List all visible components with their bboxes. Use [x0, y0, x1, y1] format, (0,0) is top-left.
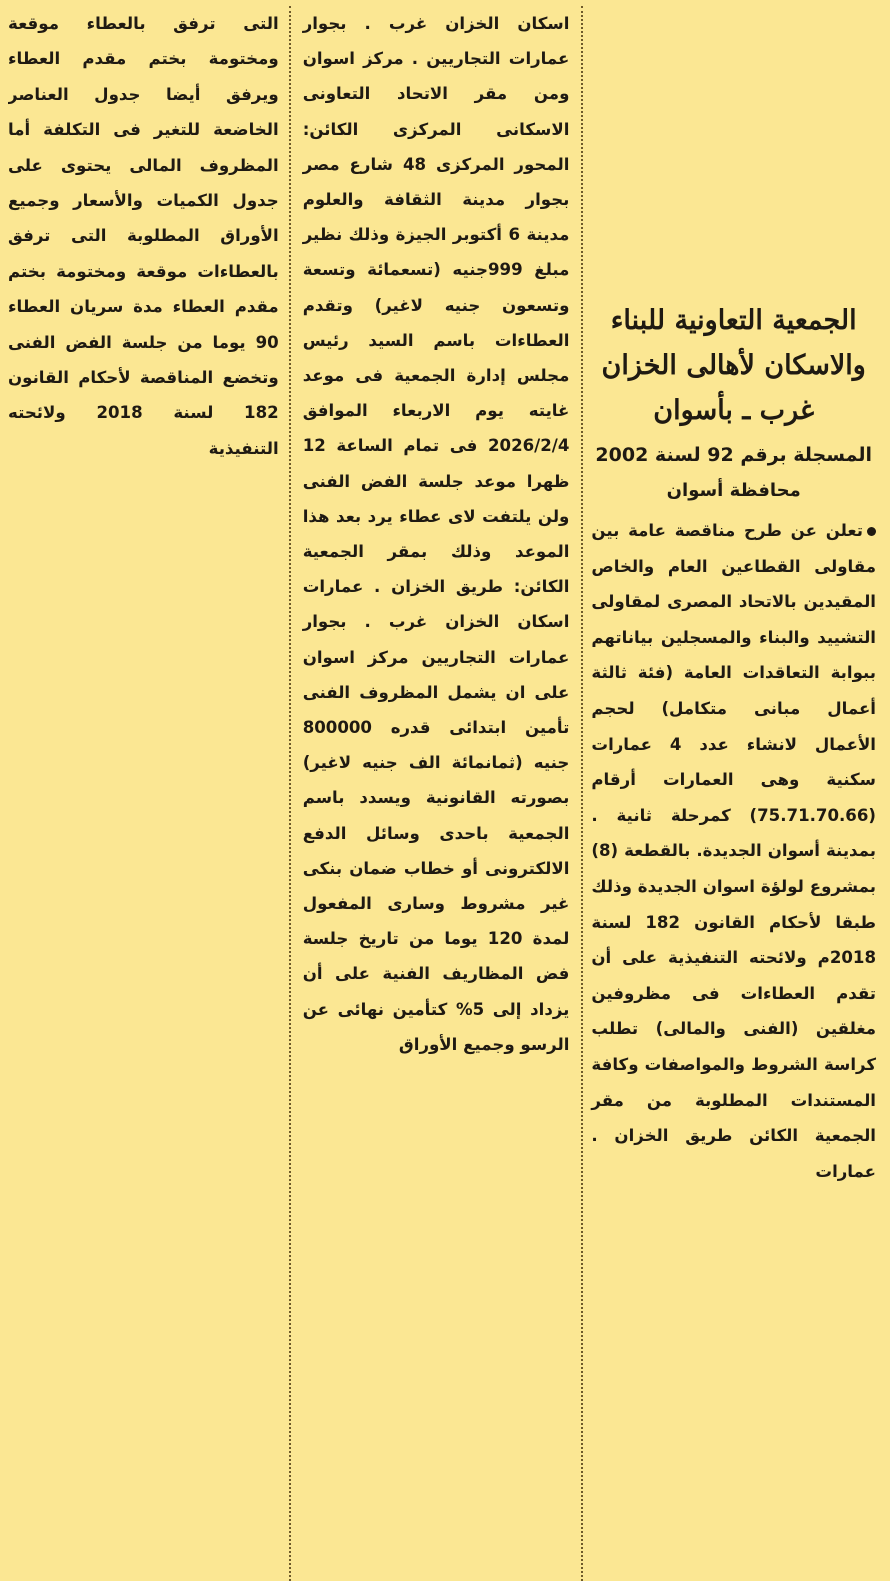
registration-line: المسجلة برقم 92 لسنة 2002 — [595, 444, 872, 466]
column-divider-right — [581, 6, 583, 1581]
column-left — [8, 6, 289, 1581]
governorate-line: محافظة أسوان — [666, 480, 801, 501]
middle-paragraph: اسكان الخزان غرب . بجوار عمارات التجاريين . مركز اسوان ومن مقر الاتحاد التعاونى الاسكانى المركزى الكائن: المحور المركزى 48 شارع مصر بجوار مدينة الثقافة والعلوم مدينة 6 أكتوبر الجيزة وذلك نظير مبلغ 999جنيه (تسعمائة وتسعة وتسعون جنيه لاغير) وتقدم العطاءات باسم السيد رئيس مجلس إدارة الجمعية فى موعد غايته يوم الاربعاء الموافق 2026/2/4 فى تمام الساعة 12 ظهرا موعد جلسة الفض الفنى ولن يلتفت لاى عطاء يرد بعد هذا الموعد وذلك بمقر الجمعية الكائن: طريق الخزان . عمارات اسكان الخزان غرب . بجوار عمارات التجاريين مركز اسوان على ان يشمل المظروف الفنى تأمين ابتدائى قدره 800000 جنيه (ثمانمائة الف جنيه لاغير) بصورته القانونية ويسدد باسم الجمعية باحدى وسائل الدفع الالكترونى أو خطاب ضمان بنكى غير مشروط وسارى المفعول لمدة 120 يوما من تاريخ جلسة فض المظاريف الفنية على أن يزداد إلى 5% كتأمين نهائى عن الرسو وجميع الأوراق — [302, 14, 570, 1054]
column-right — [583, 6, 882, 1581]
column-divider-left — [289, 6, 291, 1581]
announcement-text: تعلن عن طرح مناقصة عامة بين مقاولى القطاعين العام والخاص المقيدين بالاتحاد المصرى لمقاولى التشييد والبناء والمسجلين بياناتهم ببوابة التعاقدات العامة (فئة ثالثة أعمال مبانى متكامل) لحجم الأعمال لانشاء عدد 4 عمارات سكنية وهى العمارات أرقام (75.71.70.66) كمرحلة ثانية . بمدينة أسوان الجديدة. بالقطعة (8) بمشروع لولؤة اسوان الجديدة وذلك طبقا لأحكام القانون 182 لسنة 2018م ولائحته التنفيذية على أن تقدم العطاءات فى مظروفين مغلقين (الفنى والمالى) تطلب كراسة الشروط والمواصفات وكافة المستندات المطلوبة من مقر الجمعية الكائن طريق الخزان . عمارات — [591, 521, 876, 1181]
left-paragraph: التى ترفق بالعطاء موقعة ومختومة بختم مقدم العطاء ويرفق أيضا جدول العناصر الخاضعة للتغير فى التكلفة أما المظروف المالى يحتوى على جدول الكميات والأسعار وجميع الأوراق المطلوبة التى ترفق بالعطاءات موقعة ومختومة بختم مقدم العطاء مدة سريان العطاء 90 يوما من جلسة الفض الفنى وتخضع المناقصة لأحكام القانون 182 لسنة 2018 ولائحته التنفيذية — [8, 14, 279, 458]
notice-heading: الجمعية التعاونية للبناء والاسكان لأهالى الخزان غرب ـ بأسوان — [601, 305, 866, 426]
announcement-paragraph — [591, 513, 876, 1189]
bullet-icon — [867, 527, 876, 536]
column-middle — [291, 6, 582, 1581]
